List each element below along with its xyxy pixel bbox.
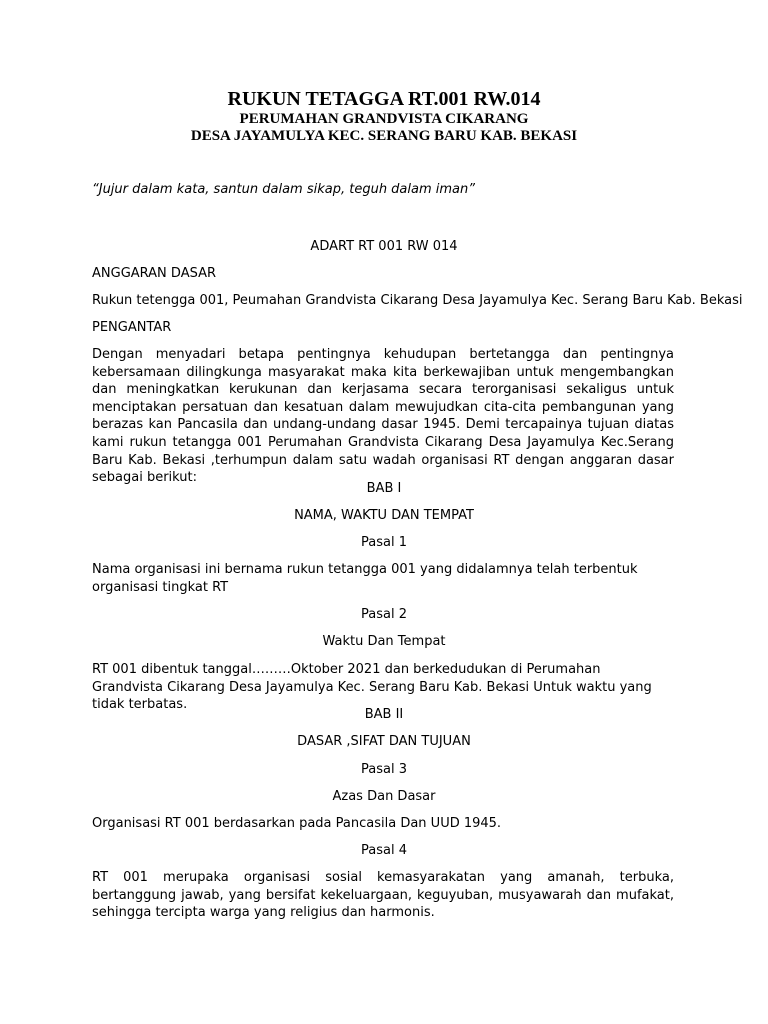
pasal-1-text: Nama organisasi ini bernama rukun tetangga 001 yang didalamnya telah terbentuk organisasi tingkat RT (92, 562, 638, 595)
pasal-3-title: Azas Dan Dasar (332, 789, 436, 804)
bab-2-title: DASAR ,SIFAT DAN TUJUAN (297, 734, 471, 749)
doc-heading: ADART RT 001 RW 014 (310, 239, 458, 254)
bab-2-heading: BAB II (364, 707, 404, 722)
document-subtitle-housing: PERUMAHAN GRANDVISTA CIKARANG (239, 111, 529, 127)
pasal-2-text: RT 001 dibentuk tanggal………Oktober 2021 dan berkedudukan di Perumahan Grandvista Cikarang Desa Jayamulya Kec. Serang Baru Kab. Bekasi Untuk waktu yang tidak terbatas. (92, 662, 652, 713)
pasal-4-heading: Pasal 4 (361, 843, 407, 858)
pasal-2-heading: Pasal 2 (361, 607, 407, 622)
pengantar-paragraph: Dengan menyadari betapa pentingnya kehudupan bertetangga dan pentingnya kebersamaan dilingkunga masyarakat maka kita berkewajiban untuk mengembangkan dan meningkatkan kerukunan dan kerjasama secara terorganisasi sekaligus untuk menciptakan persatuan dan kesatuan dalam mewujudkan cita-cita pembangunan yang berazas kan Pancasila dan undang-undang dasar 1945. Demi tercapainya tujuan diatas kami rukun tetangga 001 Perumahan Grandvista Cikarang Desa Jayamulya Kec.Serang Baru Kab. Bekasi ,terhumpun dalam satu wadah organisasi RT dengan anggaran dasar sebagai berikut: (92, 347, 674, 486)
intro-line: Rukun tetengga 001, Peumahan Grandvista Cikarang Desa Jayamulya Kec. Serang Baru Kab. Bekasi (92, 293, 743, 308)
pasal-1-heading: Pasal 1 (361, 535, 407, 550)
document-subtitle-address: DESA JAYAMULYA KEC. SERANG BARU KAB. BEKASI (190, 128, 578, 144)
motto: “Jujur dalam kata, santun dalam sikap, teguh dalam iman” (92, 182, 475, 197)
bab-1-heading: BAB I (366, 481, 402, 496)
pasal-3-heading: Pasal 3 (361, 762, 407, 777)
pasal-3-text: Organisasi RT 001 berdasarkan pada Pancasila Dan UUD 1945. (92, 816, 502, 831)
pasal-2-title: Waktu Dan Tempat (322, 634, 446, 649)
bab-1-title: NAMA, WAKTU DAN TEMPAT (294, 508, 474, 523)
pasal-4-text: RT 001 merupaka organisasi sosial kemasyarakatan yang amanah, terbuka, bertanggung jawab, yang bersifat kekeluargaan, keguyuban, musyawarah dan mufakat, sehingga tercipta warga yang religius dan harmonis. (92, 870, 674, 921)
section-label-pengantar: PENGANTAR (92, 320, 172, 335)
document-title: RUKUN TETAGGA RT.001 RW.014 (227, 88, 541, 110)
section-label-anggaran-dasar: ANGGARAN DASAR (92, 266, 217, 281)
